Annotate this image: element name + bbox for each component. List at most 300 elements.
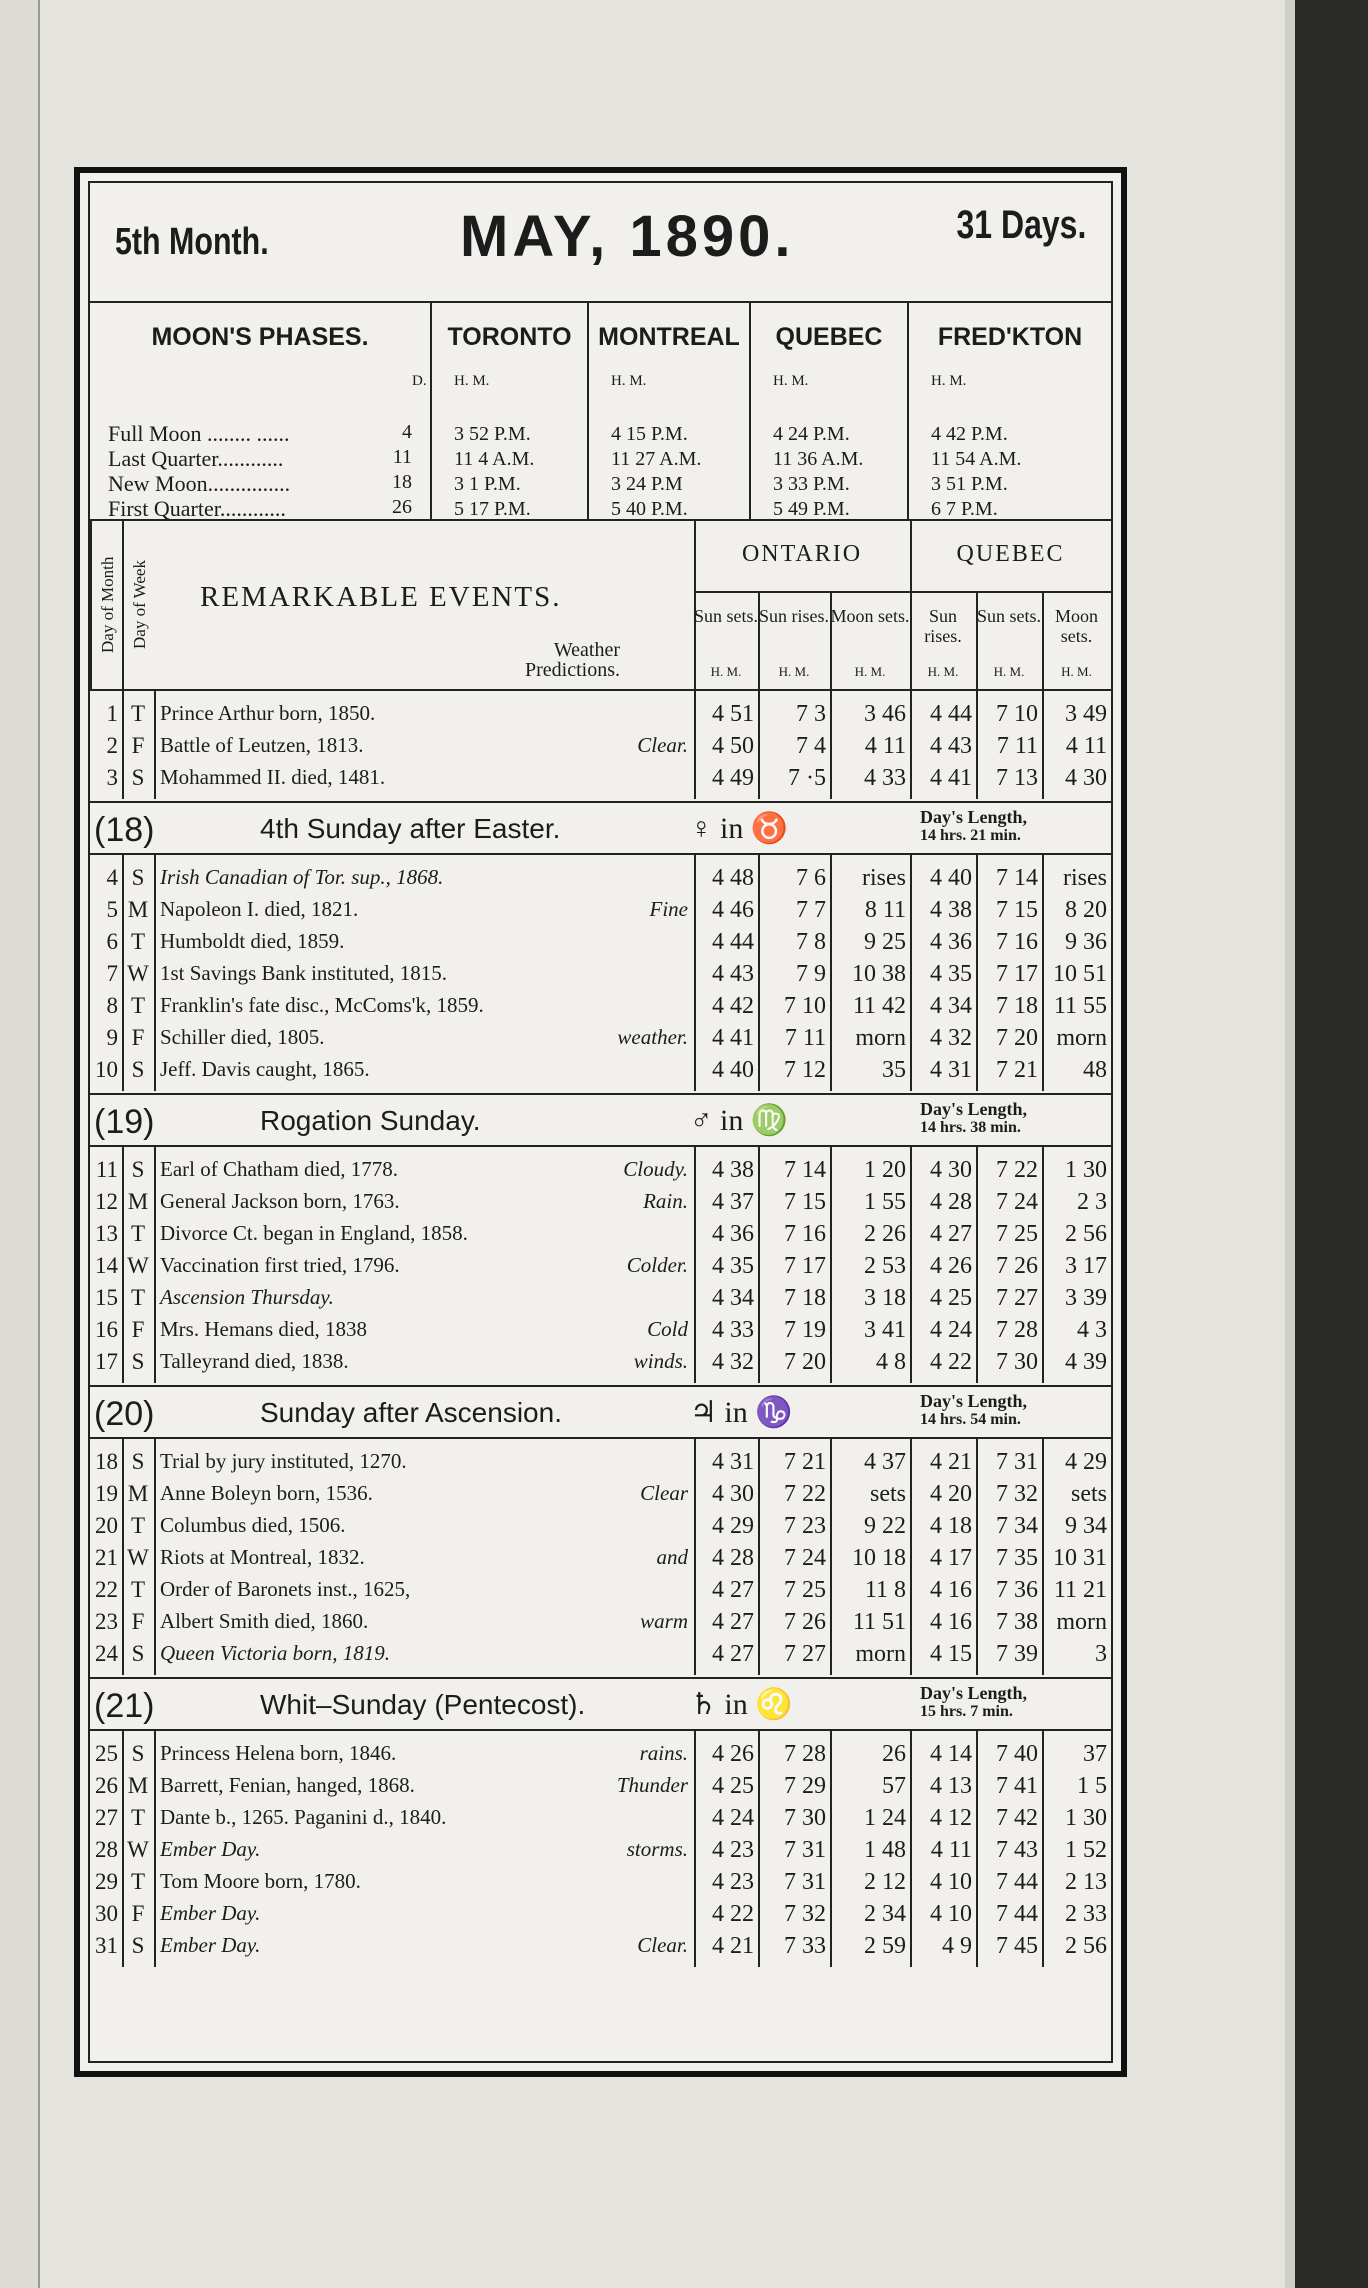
column-rule	[1042, 1147, 1044, 1383]
time-value: 7 34	[996, 1513, 1038, 1539]
time-value: 7 44	[996, 1901, 1038, 1927]
time-value: 10 18	[852, 1545, 906, 1571]
day-of-month: 27	[95, 1805, 118, 1830]
day-length-value: 14 hrs. 38 min.	[920, 1119, 1021, 1136]
column-rule	[830, 855, 832, 1091]
time-value: 4 11	[1065, 733, 1107, 759]
moon-phase-time: 3 52 P.M.	[454, 423, 531, 445]
time-value: 4 36	[930, 929, 972, 955]
event-text: Barrett, Fenian, hanged, 1868.	[160, 1773, 415, 1797]
moon-phase-time: 4 24 P.M.	[773, 423, 850, 445]
column-rule	[694, 1439, 696, 1675]
time-value: 4 26	[930, 1253, 972, 1279]
day-of-month: 6	[106, 929, 118, 954]
day-row	[90, 1055, 1111, 1087]
time-value: 37	[1083, 1741, 1107, 1767]
sunday-number: (18)	[94, 811, 155, 849]
time-value: 4 44	[930, 701, 972, 727]
time-value: 2 56	[1065, 1933, 1107, 1959]
weather-prediction: rains.	[639, 1741, 688, 1765]
time-value: 7 7	[796, 897, 826, 923]
time-value: 7 18	[784, 1285, 826, 1311]
time-value: 7 16	[784, 1221, 826, 1247]
time-value: 7 25	[996, 1221, 1038, 1247]
time-value: 4 14	[930, 1741, 972, 1767]
moon-phase-time: 5 17 P.M.	[454, 498, 531, 520]
time-value: 2 26	[864, 1221, 906, 1247]
time-value: 4 50	[712, 733, 754, 759]
hm-unit-label: H. M.	[454, 373, 490, 389]
time-value: 7 3	[796, 701, 826, 727]
quebec-col-header: Sun sets.	[976, 606, 1041, 626]
hm-unit-label: H. M.	[1061, 664, 1092, 679]
day-of-month: 3	[106, 765, 118, 790]
day-row	[90, 1251, 1111, 1283]
column-rule	[694, 691, 696, 799]
time-value: 4 27	[712, 1609, 754, 1635]
left-page-edge	[0, 0, 40, 2288]
time-value: 4 12	[930, 1805, 972, 1831]
day-of-month: 25	[95, 1741, 118, 1766]
time-value: 4 44	[712, 929, 754, 955]
event-text: Prince Arthur born, 1850.	[160, 701, 376, 725]
predictions-header: Predictions.	[525, 659, 620, 681]
time-value: 7 16	[996, 929, 1038, 955]
event-text: Ember Day.	[160, 1933, 261, 1957]
time-value: sets	[870, 1481, 906, 1507]
column-rule	[122, 1731, 124, 1967]
day-of-month: 21	[95, 1545, 118, 1570]
day-of-month: 19	[95, 1481, 118, 1506]
time-value: 4 16	[930, 1577, 972, 1603]
column-rule	[694, 1731, 696, 1967]
day-of-week: T	[130, 1577, 146, 1602]
time-value: 4 37	[712, 1189, 754, 1215]
moon-phase-day: 18	[392, 471, 412, 493]
event-text: Ascension Thursday.	[160, 1285, 334, 1309]
time-value: 7 9	[796, 961, 826, 987]
day-length-value: 14 hrs. 21 min.	[920, 827, 1021, 844]
day-row	[90, 1639, 1111, 1671]
time-value: morn	[855, 1025, 906, 1051]
event-text: Dante b., 1265. Paganini d., 1840.	[160, 1805, 447, 1829]
time-value: 7 8	[796, 929, 826, 955]
day-of-week-header: Day of Week	[122, 521, 156, 689]
sunday-row	[90, 1093, 1111, 1147]
time-value: 7 19	[784, 1317, 826, 1343]
day-of-week: M	[127, 1773, 149, 1798]
day-row	[90, 1803, 1111, 1835]
day-row	[90, 1835, 1111, 1867]
time-value: 4 42	[712, 993, 754, 1019]
time-value: 7 27	[996, 1285, 1038, 1311]
moon-phase-time: 5 49 P.M.	[773, 498, 850, 520]
day-of-month: 17	[95, 1349, 118, 1374]
time-value: 4 10	[930, 1901, 972, 1927]
day-of-month: 15	[95, 1285, 118, 1310]
time-value: 4 51	[712, 701, 754, 727]
moon-phase-name: Last Quarter............	[108, 446, 284, 471]
time-value: 1 48	[864, 1837, 906, 1863]
day-of-week: S	[131, 865, 145, 890]
time-value: 4 48	[712, 865, 754, 891]
time-value: 4 43	[712, 961, 754, 987]
moon-phase-time: 3 33 P.M.	[773, 473, 850, 495]
time-value: 26	[882, 1741, 906, 1767]
events-header: REMARKABLE EVENTS.	[200, 581, 562, 613]
time-value: 7 41	[996, 1773, 1038, 1799]
sunday-row	[90, 1385, 1111, 1439]
column-rule	[830, 1147, 832, 1383]
day-row	[90, 959, 1111, 991]
day-row	[90, 863, 1111, 895]
day-row	[90, 1607, 1111, 1639]
day-row	[90, 1447, 1111, 1479]
column-rule	[758, 1147, 760, 1383]
moon-phase-time: 4 42 P.M.	[931, 423, 1008, 445]
time-value: rises	[1063, 865, 1107, 891]
time-value: 7 30	[996, 1349, 1038, 1375]
column-rule	[1042, 1731, 1044, 1967]
time-value: 7 26	[784, 1609, 826, 1635]
moon-phase-time: 6 7 P.M.	[931, 498, 998, 520]
day-of-week: T	[130, 1869, 146, 1894]
event-text: Mohammed II. died, 1481.	[160, 765, 386, 789]
day-of-week: F	[131, 1609, 145, 1634]
ontario-col-header: Sun sets.	[694, 606, 759, 626]
weather-prediction: Cold	[647, 1317, 688, 1341]
time-value: 2 3	[1077, 1189, 1107, 1215]
column-rule	[694, 855, 696, 1091]
column-rule	[1042, 855, 1044, 1091]
city-name: TORONTO	[447, 323, 572, 351]
day-row	[90, 1283, 1111, 1315]
sunday-row	[90, 801, 1111, 855]
time-value: 4 43	[930, 733, 972, 759]
time-value: 4 40	[930, 865, 972, 891]
day-of-week: T	[130, 1285, 146, 1310]
time-value: 7 23	[784, 1513, 826, 1539]
time-value: 9 36	[1065, 929, 1107, 955]
event-text: Schiller died, 1805.	[160, 1025, 325, 1049]
time-value: 4 28	[712, 1545, 754, 1571]
day-row	[90, 1347, 1111, 1379]
time-value: 4 23	[712, 1837, 754, 1863]
moon-phases-label: MOON'S PHASES.	[151, 323, 369, 351]
sunday-number: (21)	[94, 1687, 155, 1725]
sunday-name: 4th Sunday after Easter.	[260, 813, 561, 844]
day-of-week: S	[131, 765, 145, 790]
time-value: 3 39	[1065, 1285, 1107, 1311]
day-of-week: M	[127, 1481, 149, 1506]
time-value: 4 30	[930, 1157, 972, 1183]
time-value: 10 51	[1053, 961, 1107, 987]
time-value: 8 11	[864, 897, 906, 923]
time-value: 9 34	[1065, 1513, 1107, 1539]
event-text: Humboldt died, 1859.	[160, 929, 345, 953]
weather-prediction: Clear.	[637, 1933, 688, 1957]
city-name: QUEBEC	[775, 323, 883, 351]
time-value: 7 33	[784, 1933, 826, 1959]
hm-unit-label: H. M.	[854, 664, 886, 679]
time-value: 7 32	[996, 1481, 1038, 1507]
day-of-week: W	[127, 1837, 149, 1862]
time-value: 7 10	[784, 993, 826, 1019]
event-text: Mrs. Hemans died, 1838	[160, 1317, 368, 1341]
time-value: 7 12	[784, 1057, 826, 1083]
column-rule	[910, 1147, 912, 1383]
day-of-week: T	[130, 1805, 146, 1830]
event-text: Ember Day.	[160, 1837, 261, 1861]
time-value: 7 17	[784, 1253, 826, 1279]
time-value: 3 18	[864, 1285, 906, 1311]
time-value: 4 24	[712, 1805, 754, 1831]
moon-phase-time: 3 24 P.M	[611, 473, 683, 495]
time-value: morn	[855, 1641, 906, 1667]
event-text: Columbus died, 1506.	[160, 1513, 346, 1537]
event-text: Jeff. Davis caught, 1865.	[160, 1057, 370, 1081]
right-binding-strip	[1285, 0, 1368, 2288]
event-text: Divorce Ct. began in England, 1858.	[160, 1221, 468, 1245]
column-rule	[910, 855, 912, 1091]
time-value: 4 11	[930, 1837, 972, 1863]
time-value: 4 24	[930, 1317, 972, 1343]
time-value: 7 30	[784, 1805, 826, 1831]
day-row	[90, 699, 1111, 731]
time-value: 2 53	[864, 1253, 906, 1279]
column-rule	[976, 855, 978, 1091]
day-length-value: 14 hrs. 54 min.	[920, 1411, 1021, 1428]
day-of-month: 5	[106, 897, 118, 922]
time-value: 1 30	[1065, 1157, 1107, 1183]
day-of-month: 28	[95, 1837, 118, 1862]
city-column	[907, 303, 1111, 519]
time-value: 4 41	[930, 765, 972, 791]
day-row	[90, 1315, 1111, 1347]
hm-unit-label: H. M.	[927, 664, 959, 679]
day-of-week: F	[131, 1317, 145, 1342]
column-rule	[154, 691, 156, 799]
month-number: 5th Month.	[115, 221, 269, 263]
day-of-month: 18	[95, 1449, 118, 1474]
column-rule	[976, 691, 978, 799]
day-of-month: 12	[95, 1189, 118, 1214]
hm-unit-label: H. M.	[611, 373, 647, 389]
time-value: 4 3	[1077, 1317, 1107, 1343]
time-value: 2 33	[1065, 1901, 1107, 1927]
day-of-month: 7	[106, 961, 118, 986]
time-value: 7 45	[996, 1933, 1038, 1959]
sunday-row	[90, 1677, 1111, 1731]
time-value: 7 24	[996, 1189, 1038, 1215]
day-of-week: S	[131, 1641, 145, 1666]
day-of-week: T	[130, 1513, 146, 1538]
event-text: Princess Helena born, 1846.	[160, 1741, 397, 1765]
time-value: 7 14	[996, 865, 1038, 891]
day-of-month: 2	[106, 733, 118, 758]
column-rule	[976, 1439, 978, 1675]
column-rule	[154, 1439, 156, 1675]
planet-position: ♄ in ♌	[690, 1688, 793, 1721]
time-value: 4 25	[712, 1773, 754, 1799]
weather-prediction: Fine	[649, 897, 688, 921]
time-value: 7 11	[996, 733, 1038, 759]
column-rule	[154, 1147, 156, 1383]
day-of-week: F	[131, 1025, 145, 1050]
time-value: 4 11	[864, 733, 906, 759]
planet-position: ♂ in ♍	[690, 1104, 789, 1137]
time-value: 4 46	[712, 897, 754, 923]
time-value: 7 44	[996, 1869, 1038, 1895]
time-value: 7 39	[996, 1641, 1038, 1667]
city-column	[587, 303, 749, 519]
day-of-week: M	[127, 897, 149, 922]
weather-prediction: Clear.	[637, 733, 688, 757]
event-text: Napoleon I. died, 1821.	[160, 897, 359, 921]
time-value: 4 32	[930, 1025, 972, 1051]
city-name: FRED'KTON	[937, 323, 1083, 351]
day-of-month: 24	[95, 1641, 118, 1666]
day-row	[90, 731, 1111, 763]
day-row	[90, 991, 1111, 1023]
time-value: 11 8	[864, 1577, 906, 1603]
time-value: 7 21	[784, 1449, 826, 1475]
time-value: 11 51	[852, 1609, 906, 1635]
time-value: morn	[1056, 1025, 1107, 1051]
month-header	[90, 183, 1111, 303]
time-value: 4 33	[864, 765, 906, 791]
event-text: Talleyrand died, 1838.	[160, 1349, 349, 1373]
time-value: 4 37	[864, 1449, 906, 1475]
moon-phase-name: Full Moon ........ ......	[108, 421, 290, 446]
time-value: 4 28	[930, 1189, 972, 1215]
time-value: 2 12	[864, 1869, 906, 1895]
moon-phases-table	[90, 303, 1111, 521]
event-text: Anne Boleyn born, 1536.	[160, 1481, 373, 1505]
time-value: 4 39	[1065, 1349, 1107, 1375]
time-value: 7 35	[996, 1545, 1038, 1571]
column-rule	[122, 691, 124, 799]
time-value: 4 30	[1065, 765, 1107, 791]
event-text: Trial by jury instituted, 1270.	[160, 1449, 407, 1473]
time-value: 7 32	[784, 1901, 826, 1927]
city-column	[749, 303, 907, 519]
time-value: 3 46	[864, 701, 906, 727]
column-rule	[1042, 691, 1044, 799]
day-of-week: T	[130, 701, 146, 726]
time-value: 4 29	[712, 1513, 754, 1539]
time-value: 2 13	[1065, 1869, 1107, 1895]
time-value: 11 42	[852, 993, 906, 1019]
time-value: 4 17	[930, 1545, 972, 1571]
time-value: 2 56	[1065, 1221, 1107, 1247]
time-value: 7 24	[784, 1545, 826, 1571]
day-row	[90, 1023, 1111, 1055]
time-value: 7 22	[996, 1157, 1038, 1183]
event-text: Battle of Leutzen, 1813.	[160, 733, 364, 757]
time-value: 1 5	[1077, 1773, 1107, 1799]
time-value: 7 28	[784, 1741, 826, 1767]
day-of-week: T	[130, 929, 146, 954]
day-of-month: 26	[95, 1773, 118, 1798]
planet-position: ♀ in ♉	[690, 812, 789, 845]
day-row	[90, 1575, 1111, 1607]
time-value: 4 27	[930, 1221, 972, 1247]
day-of-week: M	[127, 1189, 149, 1214]
weather-prediction: warm	[640, 1609, 688, 1633]
time-value: 8 20	[1065, 897, 1107, 923]
day-row	[90, 1219, 1111, 1251]
day-of-month: 20	[95, 1513, 118, 1538]
column-rule	[122, 1439, 124, 1675]
event-text: 1st Savings Bank instituted, 1815.	[160, 961, 448, 985]
event-text: Tom Moore born, 1780.	[160, 1869, 361, 1893]
time-value: 7 10	[996, 701, 1038, 727]
day-of-month: 29	[95, 1869, 118, 1894]
time-value: 7 26	[996, 1253, 1038, 1279]
time-value: 7 38	[996, 1609, 1038, 1635]
time-value: 7 31	[996, 1449, 1038, 1475]
time-value: 9 25	[864, 929, 906, 955]
time-value: 7 15	[996, 897, 1038, 923]
moon-phase-time: 11 27 A.M.	[611, 448, 702, 470]
day-row	[90, 927, 1111, 959]
day-length-label: Day's Length,	[920, 1099, 1028, 1119]
hm-unit-label: H. M.	[993, 664, 1025, 679]
days-count: 31 Days.	[956, 203, 1086, 247]
time-value: 7 22	[784, 1481, 826, 1507]
day-row	[90, 1479, 1111, 1511]
time-value: 4 23	[712, 1869, 754, 1895]
time-value: 3	[1095, 1641, 1107, 1667]
column-rule	[694, 1147, 696, 1383]
weather-prediction: Thunder	[616, 1773, 688, 1797]
time-value: 7 43	[996, 1837, 1038, 1863]
time-value: 4 22	[930, 1349, 972, 1375]
day-row	[90, 1187, 1111, 1219]
day-length-value: 15 hrs. 7 min.	[920, 1703, 1013, 1720]
sunday-number: (20)	[94, 1395, 155, 1433]
time-value: 57	[882, 1773, 906, 1799]
time-value: 7 36	[996, 1577, 1038, 1603]
column-rule	[976, 1731, 978, 1967]
day-length-label: Day's Length,	[920, 807, 1028, 827]
weather-prediction: Cloudy.	[623, 1157, 688, 1181]
column-rule	[758, 691, 760, 799]
time-value: 4 35	[712, 1253, 754, 1279]
column-rule	[830, 691, 832, 799]
day-row	[90, 1739, 1111, 1771]
time-value: 4 13	[930, 1773, 972, 1799]
time-value: 10 31	[1053, 1545, 1107, 1571]
day-row	[90, 1155, 1111, 1187]
day-of-month: 1	[106, 701, 118, 726]
quebec-col-header: Sun rises.	[924, 606, 962, 646]
planet-position: ♃ in ♑	[690, 1396, 793, 1429]
event-text: Albert Smith died, 1860.	[160, 1609, 369, 1633]
time-value: 2 34	[864, 1901, 906, 1927]
time-value: 4 31	[930, 1057, 972, 1083]
time-value: 4 30	[712, 1481, 754, 1507]
column-rule	[758, 1731, 760, 1967]
day-of-week: S	[131, 1933, 145, 1958]
time-value: 7 31	[784, 1869, 826, 1895]
hm-unit-label: H. M.	[931, 373, 967, 389]
moon-phase-time: 5 40 P.M.	[611, 498, 688, 520]
almanac-frame	[74, 167, 1127, 2077]
event-text: Riots at Montreal, 1832.	[160, 1545, 365, 1569]
hm-unit-label: H. M.	[773, 373, 809, 389]
